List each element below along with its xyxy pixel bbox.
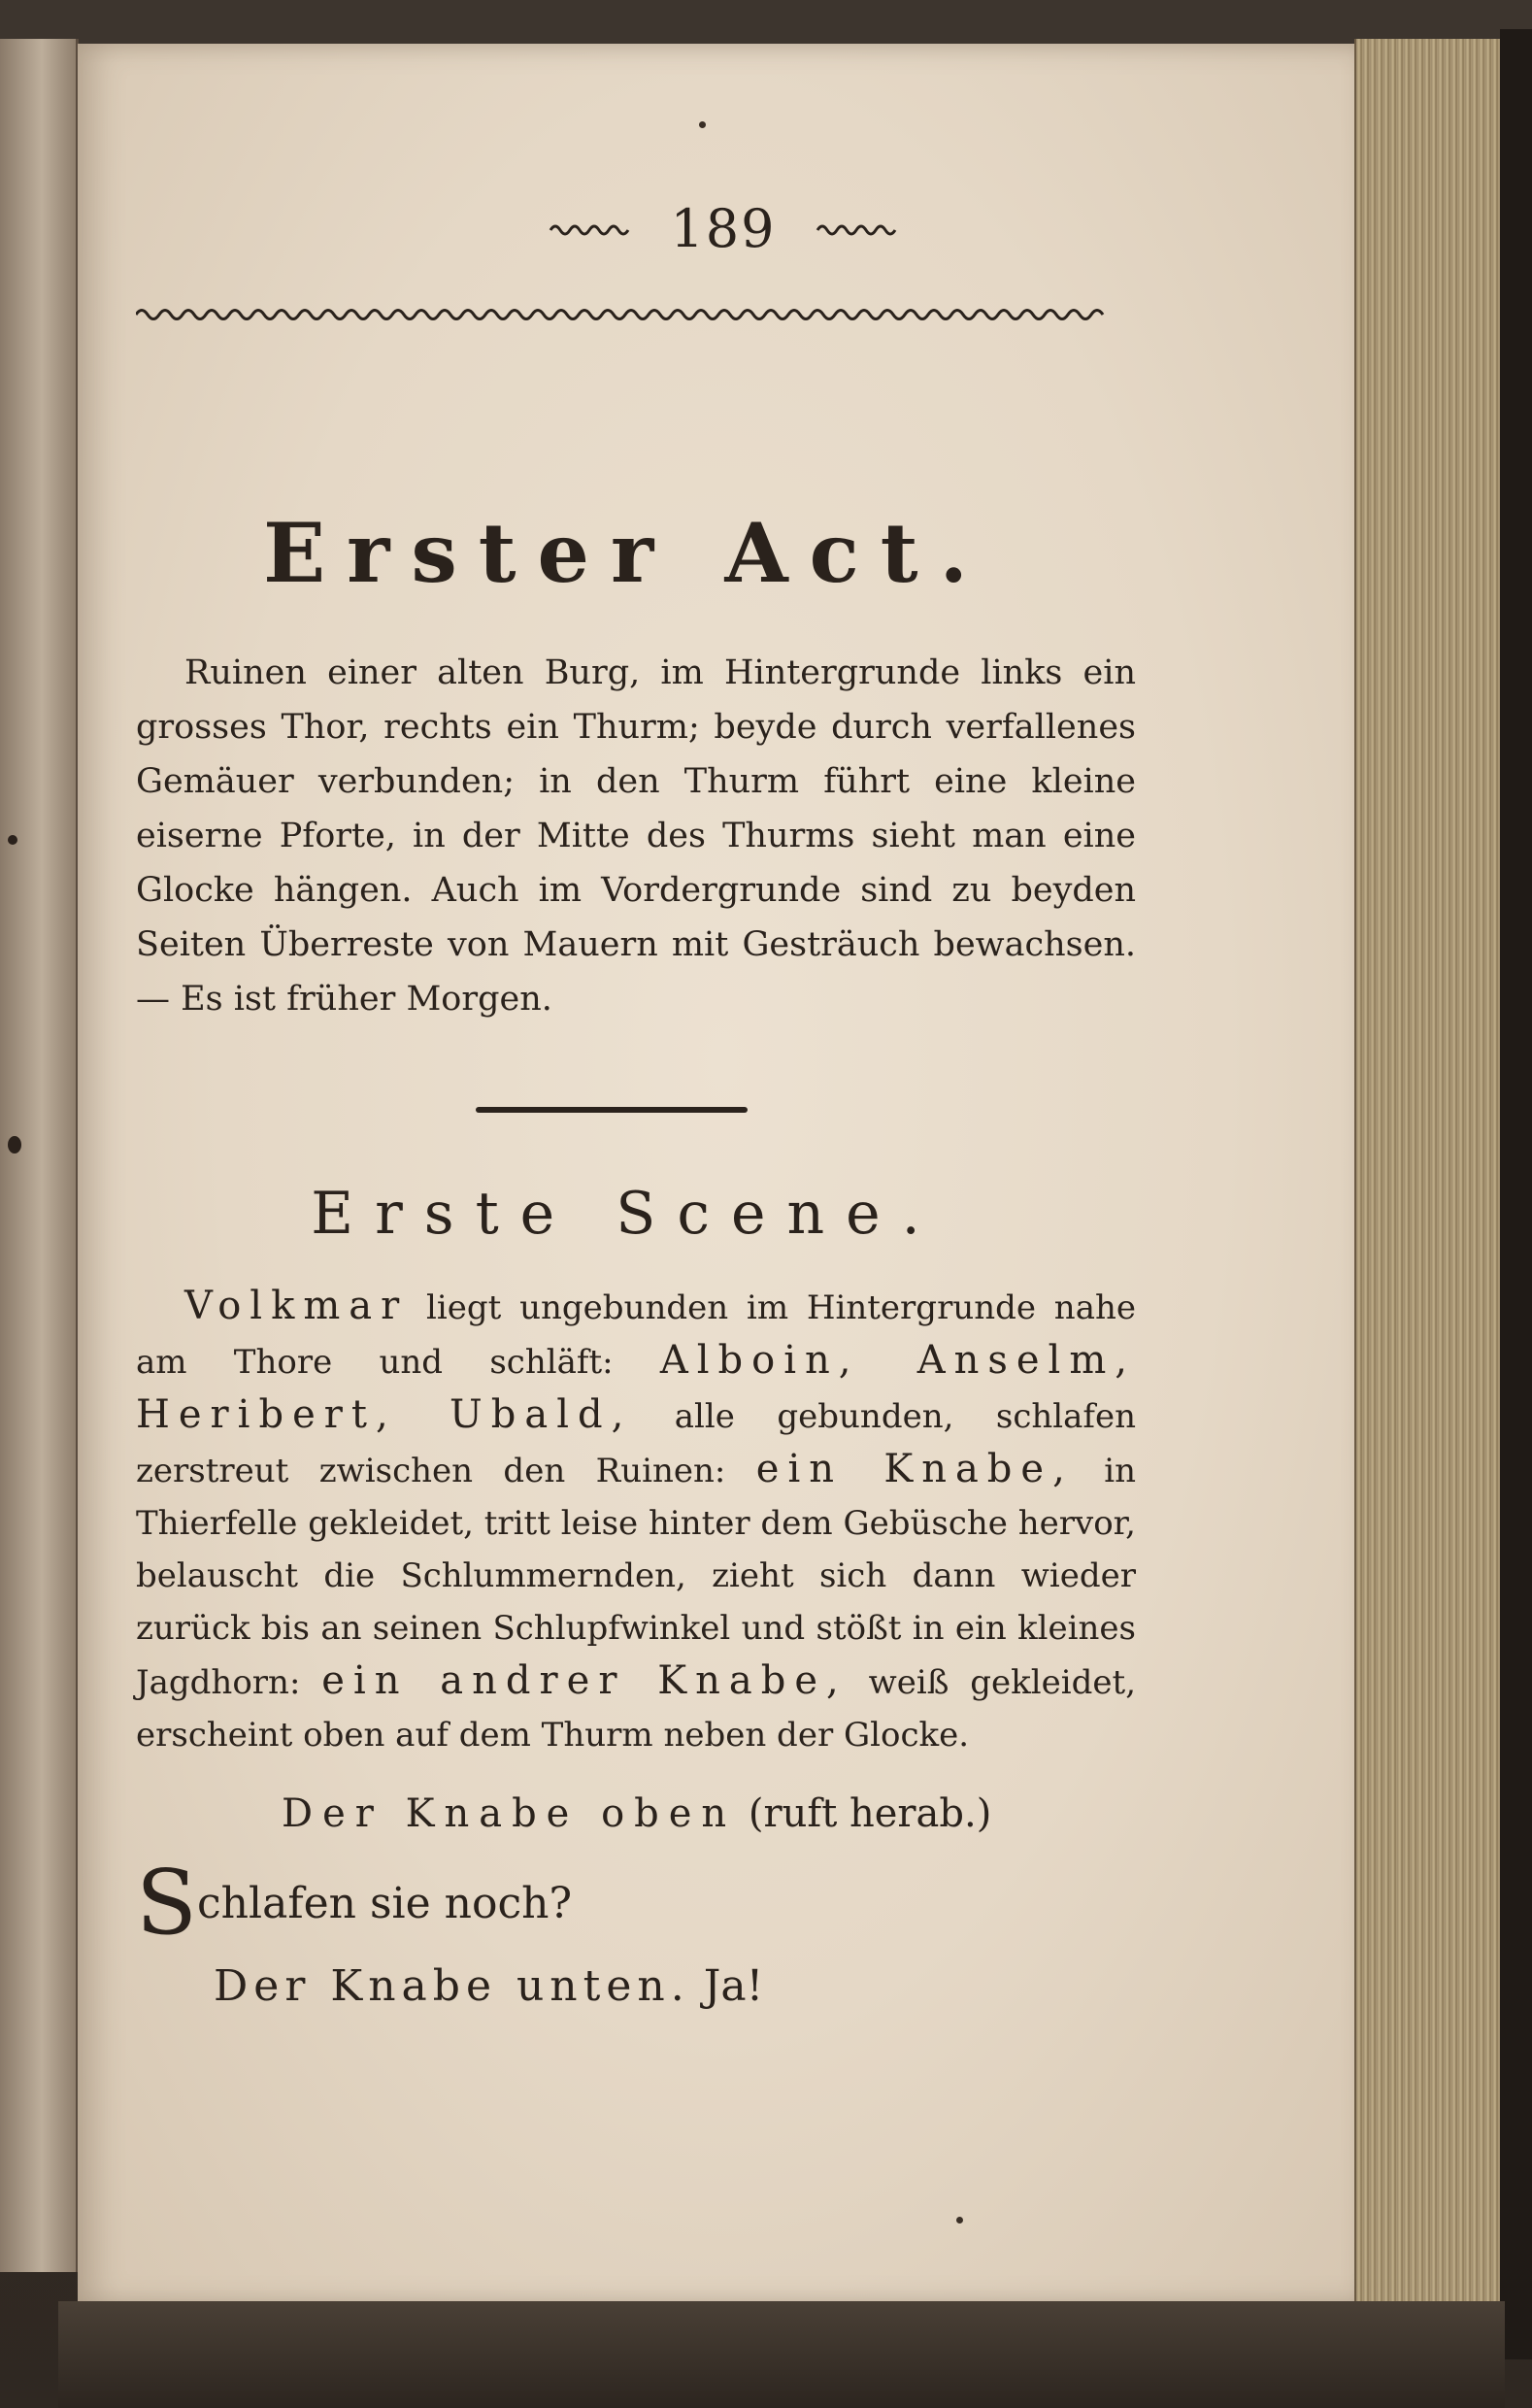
scene-direction bbox=[136, 1280, 1136, 1761]
direction-text: weiß gekleidet, erscheint oben auf dem Thurm neben der Glocke. bbox=[136, 1663, 1137, 1755]
section-divider bbox=[476, 1107, 748, 1113]
ink-mark bbox=[8, 1136, 21, 1154]
character-name: Volkmar bbox=[184, 1284, 409, 1328]
running-header bbox=[78, 189, 1369, 267]
left-page-edge bbox=[0, 39, 79, 2272]
spoken-text: chlafen sie noch? bbox=[197, 1879, 573, 1928]
direction-text: in Thierfelle gekleidet, tritt leise hinter dem Gebüsche hervor, belauscht die Schlummernden, zieht sich dann wieder zurück bis an seinen Schlupfwinkel und stößt in ein kleines Jagdhorn: bbox=[136, 1452, 1136, 1702]
ornament-squiggle-left bbox=[549, 218, 631, 238]
book-bottom-edge bbox=[58, 2301, 1505, 2408]
book-cover-edge bbox=[1500, 29, 1532, 2359]
spoken-text: Ja! bbox=[703, 1961, 764, 2011]
page-speck bbox=[956, 2217, 963, 2224]
speaker-name: Der Knabe unten. bbox=[214, 1961, 690, 2011]
dialogue-speaker-line bbox=[214, 1961, 763, 2011]
direction-text: liegt ungebunden im Hintergrunde nahe am Thore und schläft: bbox=[136, 1288, 1136, 1382]
ornament-squiggle-right bbox=[816, 218, 898, 238]
header-ornamental-rule bbox=[136, 303, 1107, 326]
speaker-name: Der Knabe oben bbox=[282, 1791, 737, 1836]
page-speck bbox=[699, 121, 706, 128]
character-name: ein andrer Knabe, bbox=[321, 1658, 848, 1703]
act-title: Erster Act. bbox=[263, 505, 989, 601]
drop-cap: S bbox=[136, 1851, 198, 1955]
dialogue-speaker-line bbox=[282, 1791, 991, 1836]
page-number: 189 bbox=[670, 197, 777, 259]
dialogue-line bbox=[136, 1851, 573, 1955]
character-name: ein Knabe, bbox=[755, 1447, 1074, 1491]
stage-direction: Ruinen einer alten Burg, im Hintergrunde links ein grosses Thor, rechts ein Thurm; beyde durch verfallenes Gemäuer verbunden; in den Thurm führt eine kleine eiserne Pforte, in der Mitte des Thurms sieht man eine Glocke hängen. Auch im Vordergrunde sind zu beyden Seiten Überreste von Mauern mit Gesträuch bewachsen. — Es ist früher Morgen. bbox=[136, 653, 1136, 1019]
page-edges bbox=[1354, 39, 1502, 2311]
speaker-direction: (ruft herab.) bbox=[748, 1791, 992, 1836]
direction-text: alle gebunden, schlafen zerstreut zwischen den Ruinen: bbox=[136, 1397, 1137, 1490]
character-names: Alboin, Anselm, Heribert, Ubald, bbox=[136, 1338, 1136, 1437]
ink-mark bbox=[8, 835, 17, 845]
scene-title: Erste Scene. bbox=[311, 1180, 942, 1248]
